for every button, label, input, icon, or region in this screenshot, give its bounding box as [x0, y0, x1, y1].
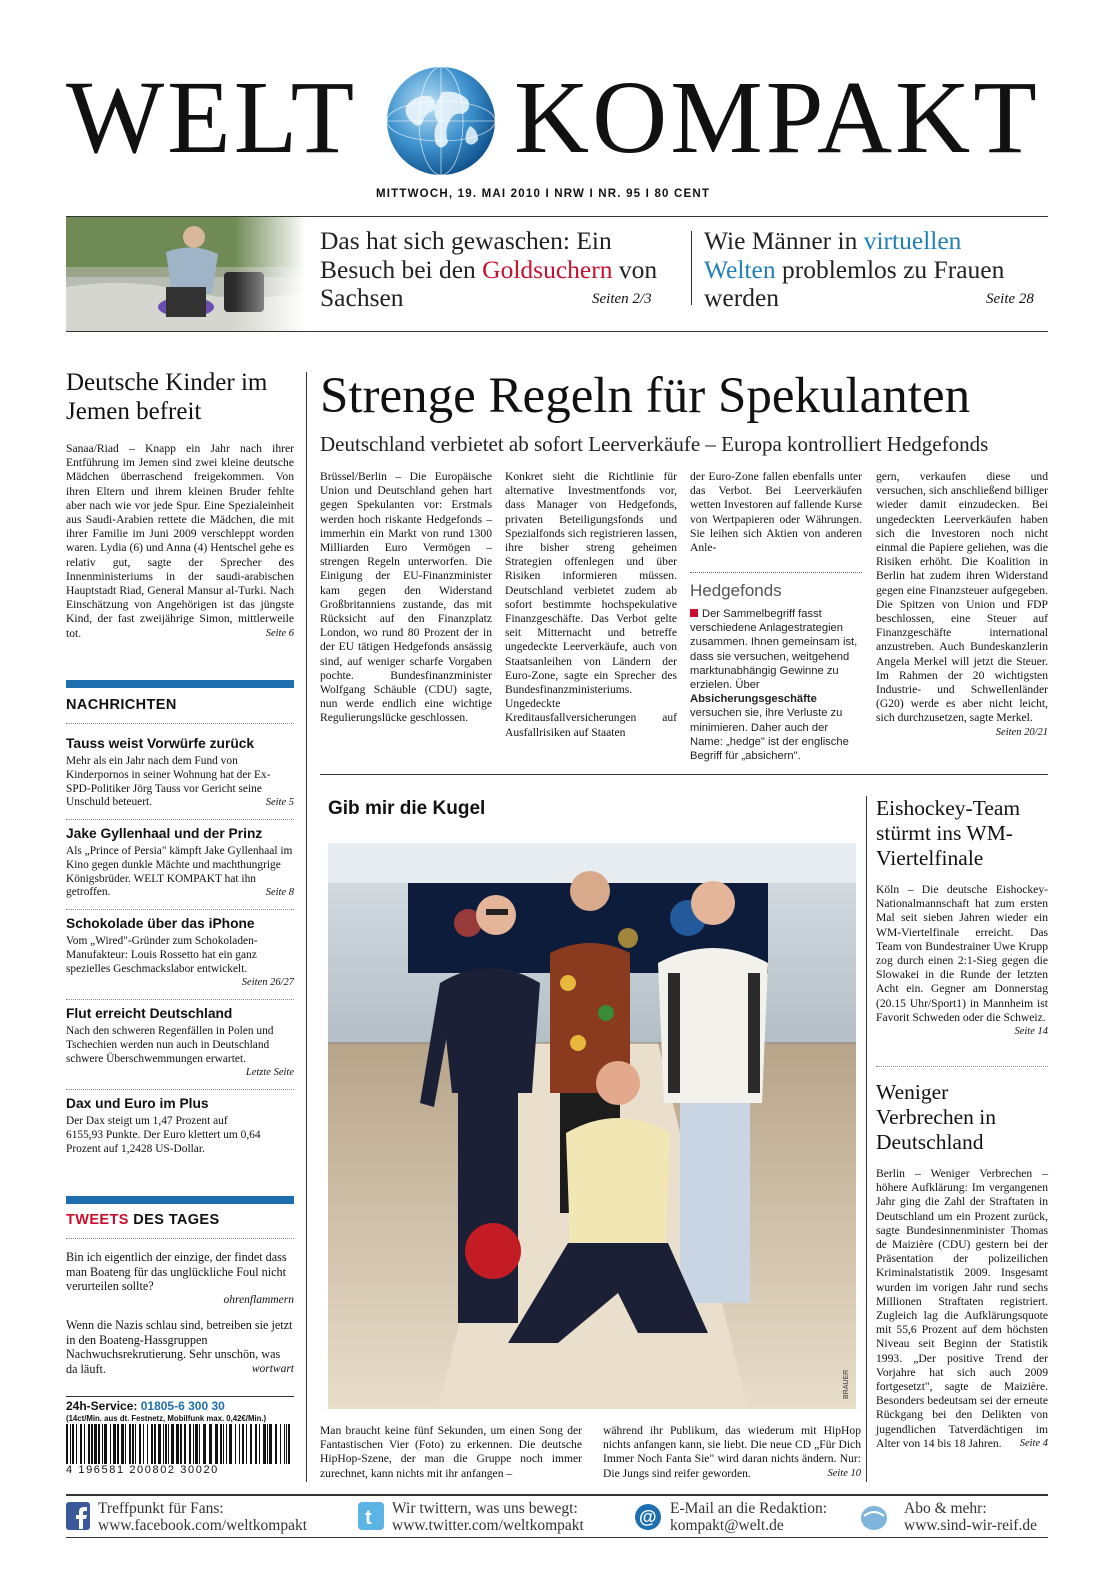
subscription-icon[interactable]	[860, 1502, 888, 1532]
photo-credit: BRAUER	[843, 1369, 850, 1399]
svg-text:@: @	[639, 1507, 657, 1527]
news-item-flut[interactable]	[66, 1006, 294, 1080]
masthead	[66, 62, 1052, 174]
main-subheadline: Deutschland verbietet ab sofort Leerverkäufe – Europa kontrolliert Hedgefonds	[320, 432, 989, 456]
story-headline: Eishockey-Team stürmt ins WM-Viertelfinale	[876, 796, 1021, 870]
left-column-rule	[306, 372, 307, 1482]
story-headline: Weniger Verbrechen in Deutschland	[876, 1080, 996, 1154]
story-ref: Seite 4	[1019, 1437, 1048, 1449]
photo-caption-1: Man braucht keine fünf Sekunden, um einen Song der Fantastischen Vier (Foto) zu erkennen. Die deutsche HipHop-Szene, der man die Gruppe noch immer zurechnet, kann nichts mit ihr anfangen –	[320, 1424, 582, 1480]
story-verbrechen[interactable]	[876, 1080, 1048, 1451]
tweets-title-red: TWEETS	[66, 1212, 129, 1228]
lead-left-body: Sanaa/Riad – Knapp ein Jahr nach ihrer Entführung im Jemen sind zwei kleine deutsche Mädchen überraschend freigekommen. Von ihren Eltern und ihrem kleinen Bruder fehlte aber nach wie vor jede Spur. Eine Spezialeinheit aus Saudi-Arabien rettete die Mädchen, die mit ihrer Familie im Juni 2009 verschleppt worden waren. Lydia (6) und Anna (4) Hentschel gehe es relativ gut, sagte der Sprecher des Innenministeriums in der saudi-arabischen Hauptstadt Riad, General Mansur al-Turki. Nach Einschätzung von Angehörigen ist das jüngste Kind, der fast zweijährige Simon, mittlerweile tot.	[66, 442, 294, 640]
news-item-headline: Dax und Euro im Plus	[66, 1096, 209, 1111]
masthead-kompakt: KOMPAKT	[514, 60, 1040, 175]
hedgefonds-box	[690, 572, 862, 763]
hedgefonds-text: Der Sammelbegriff fasst verschiedene Anlagestrategien zusammen. Ihnen gemeinsam ist, dass sie versuchen, weitgehend marktunabhängig Gewinne zu erzielen. Über Absicherungsgeschäfte versuchen sie, ihre Verluste zu minimieren. Daher auch der Name: „hedge" ist der englische Begriff für „absichern".	[690, 608, 858, 763]
story-ref: Seite 14	[1014, 1026, 1048, 1038]
news-item-schokolade[interactable]	[66, 916, 294, 990]
news-item-tauss[interactable]	[66, 736, 294, 810]
teaser-goldsucher-post: von Sachsen	[320, 254, 658, 312]
teaser-goldsucher-pre: Das hat sich gewaschen: Ein Besuch bei den	[320, 226, 612, 284]
footer-twitter[interactable]: Wir twittern, was uns bewegt: www.twitter.com/weltkompakt	[392, 1500, 584, 1534]
nachrichten-title: NACHRICHTEN	[66, 697, 177, 713]
story-eishockey[interactable]	[876, 796, 1048, 1039]
service-rule	[66, 1396, 294, 1397]
footer	[66, 1494, 1048, 1538]
facebook-icon[interactable]	[66, 1502, 94, 1532]
news-divider	[66, 1089, 294, 1090]
right-column-rule	[866, 796, 867, 1482]
right-column-divider	[876, 1066, 1048, 1067]
tweet-author: ohrenflammern	[223, 1293, 294, 1306]
news-item-text: Als „Prince of Persia" kämpft Jake Gyllenhaal im Kino gegen dunkle Mächte und machthungrige Königsbrüder. WELT KOMPAKT hat ihn getroffen. Seite 8	[66, 845, 294, 899]
service-label: 24h-Service:	[66, 1399, 141, 1413]
news-item-gyllenhaal[interactable]	[66, 826, 294, 900]
teaser-divider	[691, 231, 692, 305]
teaser-goldsucher-highlight: Goldsuchern	[482, 254, 613, 284]
masthead-welt: WELT	[66, 60, 358, 175]
tweets-divider	[66, 1238, 294, 1239]
story-text: Berlin – Weniger Verbrechen – höhere Aufklärung: Im vergangenen Jahr ging die Zahl der Straftaten in Deutschland um ein Prozent zurück, sagte Bundesinnenminister Thomas de Maizière (CDU) gestern bei der Präsentation der polizeilichen Kriminalstatistik 2009. Insgesamt wurden im vorigen Jahr rund sechs Millionen Straftaten registriert. Zugleich lag die Aufklärungsquote mit 55,6 Prozent auf dem höchsten Niveau seit Beginn der Statistik 1993. „Der positive Trend der Vorjahre hat sich auch 2009 fortgesetzt", sagte de Maizière. Besonders bedeutsam sei der erneute Rückgang bei den Delikten von jugendlichen Tatverdächtigen im Alter von 14 bis 18 Jahren. Seite 4	[876, 1167, 1048, 1450]
news-item-headline: Schokolade über das iPhone	[66, 916, 255, 931]
band-bowling-photo	[328, 843, 856, 1409]
service-note: (14ct/Min. aus dt. Festnetz, Mobilfunk max. 0,42€/Min.)	[66, 1414, 267, 1423]
main-story-rule	[320, 774, 1048, 775]
teaser-goldsucher-ref: Seiten 2/3	[592, 291, 652, 307]
main-headline: Strenge Regeln für Spekulanten	[320, 368, 971, 424]
tweet-text: Bin ich eigentlich der einzige, der findet dass man Boateng für das unglückliche Foul nicht verurteilen sollte?	[66, 1250, 287, 1293]
teaser-virtuelle-pre: Wie Männer in	[704, 226, 864, 255]
news-item-ref: Seite 5	[265, 797, 294, 809]
tweets-title-rest: DES TAGES	[128, 1212, 220, 1228]
main-column-3: der Euro-Zone fallen ebenfalls unter das Verbot. Bei Leerverkäufen wetten Investoren auf fallende Kurse von Wertpapieren oder Währungen. Sie leihen sich Aktien von anderen Anle-	[690, 470, 862, 555]
nachrichten-bar	[66, 680, 294, 688]
news-divider	[66, 909, 294, 910]
news-item-text: Nach den schweren Regenfällen in Polen und Tschechien werden nun auch in Deutschland schwere Überschwemmungen erwartet. Letzte Seite	[66, 1025, 294, 1079]
svg-text:t: t	[365, 1507, 372, 1529]
footer-facebook-link[interactable]: www.facebook.com/weltkompakt	[98, 1517, 308, 1534]
lead-left-headline: Deutsche Kinder im Jemen befreit	[66, 369, 268, 425]
teaser-virtuelle-ref: Seite 28	[986, 291, 1034, 307]
gold-panner-photo	[66, 217, 306, 331]
teaser-virtuelle-welten[interactable]	[704, 227, 1024, 313]
news-item-text: Der Dax steigt um 1,47 Prozent auf 6155,93 Punkte. Der Euro klettert um 0,64 Prozent auf 1,2428 US-Dollar.	[66, 1115, 261, 1155]
news-item-headline: Flut erreicht Deutschland	[66, 1006, 233, 1021]
news-item-ref: Seite 8	[265, 887, 294, 899]
tweet-text: Wenn die Nazis schlau sind, betreiben sie jetzt in den Boateng-Hassgruppen Nachwuchsrekrutierung. Sehr unschön, was da läuft. wortwart	[66, 1318, 294, 1376]
news-divider	[66, 999, 294, 1000]
email-icon[interactable]	[634, 1502, 662, 1532]
tweet-item	[66, 1318, 294, 1376]
story-text: Köln – Die deutsche Eishockey-Nationalmannschaft hat zum ersten Mal seit sieben Jahren wieder ein WM-Viertelfinale erreicht. Das Team von Bundestrainer Uwe Krupp zog durch einen 2:1-Sieg gegen die Slowakei in die Runde der letzten Acht ein. Gegner am Donnerstag (20.15 Uhr/Sport1) in Mannheim ist Favorit Schweden oder die Schweiz. Seite 14	[876, 883, 1048, 1025]
red-square-icon	[690, 609, 698, 617]
news-item-ref: Letzte Seite	[245, 1067, 294, 1079]
twitter-icon[interactable]	[358, 1502, 386, 1532]
main-column-4-ref: Seiten 20/21	[995, 726, 1048, 738]
service-line	[66, 1399, 225, 1413]
news-divider	[66, 819, 294, 820]
tweet-author: wortwart	[251, 1362, 294, 1375]
teaser-virtuelle-post: problemlos zu Frauen werden	[704, 254, 1005, 312]
news-item-text: Mehr als ein Jahr nach dem Fund von Kinderpornos in seiner Wohnung hat der Ex-SPD-Politiker Jörg Tauss vor Gericht seine Unschuld beteuert. Seite 5	[66, 755, 294, 809]
dateline: MITTWOCH, 19. MAI 2010 I NRW I NR. 95 I 80 CENT	[376, 188, 711, 200]
footer-email[interactable]: E-Mail an die Redaktion: kompakt@welt.de	[670, 1500, 828, 1534]
main-column-2: Konkret sieht die Richtlinie für alternative Investmentfonds vor, dass Manager von Hedgefonds, privaten Beteiligungsfonds und Spezialfonds sich registrieren lassen, ihre bisher streng geheimen Strategien offenlegen und über Risiken informieren müssen. Deutschland verbietet zudem ab sofort bestimmte hochspekulative Finanzgeschäfte. Das Verbot gelte seit Mitternacht und betreffe ungedeckte Leerverkäufe, auch von Staatsanleihen von Ländern der Euro-Zone, sagte ein Sprecher des Bundesfinanzministeriums. Ungedeckte Kreditausfallversicherungen auf Ausfallrisiken auf Staaten	[505, 470, 677, 739]
news-item-text: Vom „Wired"-Gründer zum Schokoladen-Manufakteur: Louis Rossetto hat ein ganz spezielles Geschmackslabor entwickelt. Seiten 26/27	[66, 935, 294, 989]
barcode-number: 4 196581 200802 30020	[66, 1464, 219, 1476]
teaser-bar	[66, 216, 1048, 332]
main-column-1: Brüssel/Berlin – Die Europäische Union und Deutschland gehen hart gegen Spekulanten vor: Erstmals werden hoch riskante Hedgefonds – immerhin ein Markt von rund 1300 Milliarden Euro Vermögen – strengen Regeln unterworfen. Die Einigung der EU-Finanzminister kam gegen den Widerstand Großbritanniens zustande, das mit Rücksicht auf den Finanzplatz London, wo rund 80 Prozent der in der EU tätigen Hedgefonds ansässig sind, auf weniger scharfe Vorgaben pochte. Bundesfinanzminister Wolfgang Schäuble (CDU) sagte, nun werde endlich eine wichtige Regulierungslücke geschlossen.	[320, 470, 492, 725]
photo-caption-ref: Seite 10	[827, 1467, 861, 1479]
barcode	[66, 1424, 294, 1468]
photo-caption-2: während ihr Publikum, das wiederum mit HipHop nichts anfangen kann, sie liebt. Die neue CD „Für Dich Immer Noch Fanta Sie" wird daran nichts ändern. Nur: Die Jungs sind reifer geworden. Seite 10	[603, 1424, 861, 1480]
tweets-title	[66, 1212, 220, 1228]
news-item-headline: Jake Gyllenhaal und der Prinz	[66, 826, 263, 841]
lead-left-text	[66, 442, 294, 641]
footer-email-link[interactable]: kompakt@welt.de	[670, 1517, 784, 1534]
footer-twitter-link[interactable]: www.twitter.com/weltkompakt	[392, 1517, 584, 1534]
tweets-bar	[66, 1196, 294, 1204]
photo-story-headline: Gib mir die Kugel	[328, 798, 486, 819]
hedgefonds-title: Hedgefonds	[690, 581, 782, 600]
globe-logo-icon	[384, 64, 498, 178]
news-item-ref: Seiten 26/27	[241, 977, 294, 989]
lead-left-ref: Seite 6	[265, 627, 294, 639]
service-number: 01805-6 300 30	[140, 1399, 225, 1413]
news-item-dax[interactable]	[66, 1096, 294, 1156]
tweet-item	[66, 1250, 294, 1306]
footer-facebook[interactable]: Treffpunkt für Fans: www.facebook.com/weltkompakt	[98, 1500, 308, 1534]
footer-abo[interactable]: Abo & mehr: www.sind-wir-reif.de	[904, 1500, 1037, 1534]
teaser-virtuelle-highlight: virtuellen Welten	[704, 226, 962, 284]
news-item-headline: Tauss weist Vorwürfe zurück	[66, 736, 255, 751]
footer-abo-link[interactable]: www.sind-wir-reif.de	[904, 1517, 1037, 1534]
main-column-4: gern, verkaufen diese und versuchen, sich anschließend billiger wieder damit einzudecken. Bei ungedeckten Leerverkäufen haben sich die Investoren noch nicht einmal die Papiere geliehen, was die Risiken erhöht. Die Koalition in Berlin hat zudem ihren Widerstand gegen eine Finanzsteuer aufgegeben. Die Spitzen von Union und FDP beschlossen, eine Steuer auf Finanzgeschäfte international anzustreben. Auch Bundeskanzlerin Angela Merkel will jetzt die Steuer. Im Rahmen der 20 wichtigsten Industrie- und Schwellenländer (G20) werde es aber nicht leicht, sich durchzusetzen, sagte Merkel. Seiten 20/21	[876, 470, 1048, 740]
nachrichten-divider	[66, 723, 294, 724]
